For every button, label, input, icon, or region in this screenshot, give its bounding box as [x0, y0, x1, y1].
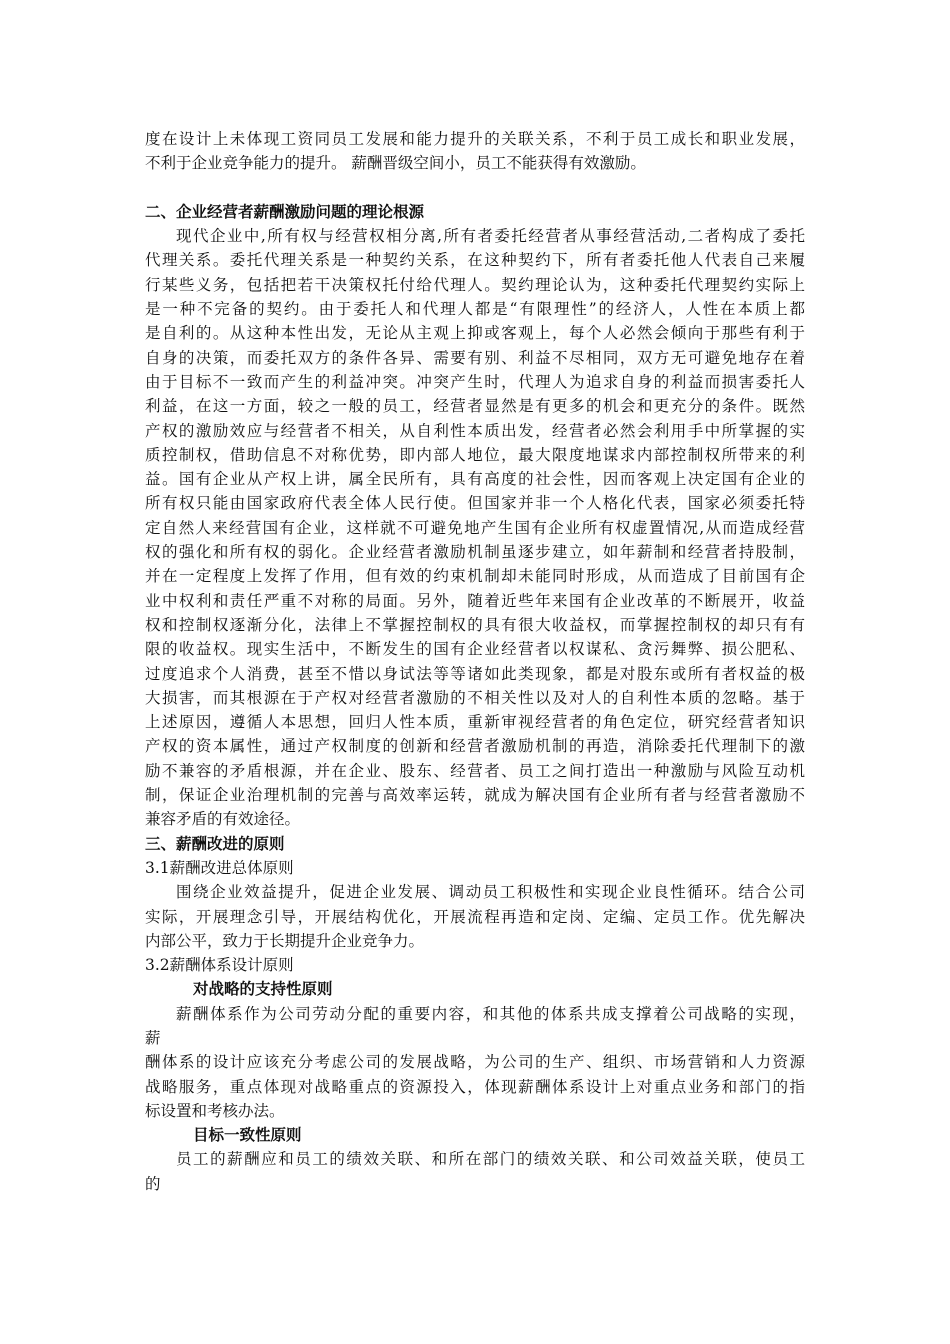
subsection-heading-3-2: 3.2薪酬体系设计原则 [145, 956, 294, 975]
body-line: 代理关系。委托代理关系是一种契约关系，在这种契约下，所有者委托他人代表自己来履 [145, 251, 805, 270]
body-line: 励不兼容的矛盾根源，并在企业、股东、经营者、员工之间打造出一种激励与风险互动机 [145, 761, 805, 780]
document-body [145, 127, 805, 1196]
body-line: 围绕企业效益提升，促进企业发展、调动员工积极性和实现企业良性循环。结合公司 [176, 883, 805, 902]
body-line: 益。国有企业从产权上讲，属全民所有，具有高度的社会性，因而客观上决定国有企业的 [145, 470, 805, 489]
principle-goal-consistency-paragraph [145, 1147, 805, 1196]
body-line: 质控制权，借助信息不对称优势，即内部人地位，最大限度地谋求内部控制权所带来的利 [145, 445, 805, 464]
body-line: 制，保证企业治理机制的完善与高效率运转，就成为解决国有企业所有者与经营者激励不 [145, 786, 805, 805]
body-line: 标设置和考核办法。 [145, 1101, 285, 1120]
body-line: 并在一定程度上发挥了作用，但有效的约束机制却未能同时形成，从而造成了目前国有企 [145, 567, 805, 586]
body-line: 内部公平，致力于长期提升企业竞争力。 [145, 931, 425, 950]
body-line: 员工的薪酬应和员工的绩效关联、和所在部门的绩效关联、和公司效益关联，使员工 [176, 1150, 805, 1169]
body-line: 利益，在这一方面，较之一般的员工，经营者显然是有更多的机会和更充分的条件。既然 [145, 397, 805, 416]
section-heading-2: 二、企业经营者薪酬激励问题的理论根源 [145, 201, 425, 221]
body-line: 上述原因，遵循人本思想，回归人性本质，重新审视经营者的角色定位，研究经营者知识 [145, 713, 805, 732]
body-line: 薪酬体系作为公司劳动分配的重要内容，和其他的体系共成支撑着公司战略的实现， [176, 1004, 805, 1023]
body-line: 的 [145, 1174, 161, 1193]
body-line: 产权的资本属性，通过产权制度的创新和经营者激励机制的再造，消除委托代理制下的激 [145, 737, 805, 756]
body-line: 业中权利和责任严重不对称的局面。另外，随着近些年来国有企业改革的不断展开，收益 [145, 591, 805, 610]
body-line: 行某些义务，包括把若干决策权托付给代理人。契约理论认为，这种委托代理契约实际上 [145, 275, 805, 294]
body-line: 实际，开展理念引导，开展结构优化，开展流程再造和定岗、定编、定员工作。优先解决 [145, 907, 805, 926]
body-line: 自身的决策，而委托双方的条件各异、需要有别、利益不尽相同，双方无可避免地存在着 [145, 348, 805, 367]
body-line: 薪 [145, 1028, 161, 1047]
section2-paragraph [145, 224, 805, 831]
body-line: 由于目标不一致而产生的利益冲突。冲突产生时，代理人为追求自身的利益而损害委托人 [145, 372, 805, 391]
body-line: 大损害，而其根源在于产权对经营者激励的不相关性以及对人的自利性本质的忽略。基于 [145, 688, 805, 707]
subsection-3-1-paragraph [145, 880, 805, 953]
principle-title-goal-consistency: 目标一致性原则 [193, 1125, 302, 1145]
section-heading-3: 三、薪酬改进的原则 [145, 833, 285, 853]
body-line: 过度追求个人消费，甚至不惜以身试法等等诸如此类现象，都是对股东或所有者权益的极 [145, 664, 805, 683]
body-line: 不利于企业竞争能力的提升。 薪酬晋级空间小，员工不能获得有效激励。 [145, 154, 646, 173]
principle-strategy-paragraph [145, 1002, 805, 1123]
body-line: 是自利的。从这种本性出发，无论从主观上抑或客观上，每个人必然会倾向于那些有利于 [145, 324, 805, 343]
body-line: 权和控制权逐渐分化，法律上不掌握控制权的具有很大收益权，而掌握控制权的却只有有 [145, 615, 805, 634]
body-line: 兼容矛盾的有效途径。 [145, 810, 301, 829]
body-line: 酬体系的设计应该充分考虑公司的发展战略，为公司的生产、组织、市场营销和人力资源 [145, 1053, 805, 1072]
body-line: 是一种不完备的契约。由于委托人和代理人都是“有限理性”的经济人，人性在本质上都 [145, 300, 805, 319]
body-line: 产权的激励效应与经营者不相关，从自利性本质出发，经营者必然会利用手中所掌握的实 [145, 421, 805, 440]
body-line: 权的强化和所有权的弱化。企业经营者激励机制虽逐步建立，如年薪制和经营者持股制， [145, 543, 805, 562]
body-line: 限的收益权。现实生活中，不断发生的国有企业经营者以权谋私、贪污舞弊、损公肥私、 [145, 640, 805, 659]
subsection-heading-3-1: 3.1薪酬改进总体原则 [145, 858, 294, 877]
body-line: 战略服务，重点体现对战略重点的资源投入，体现薪酬体系设计上对重点业务和部门的指 [145, 1077, 805, 1096]
body-line: 度在设计上未体现工资同员工发展和能力提升的关联关系，不利于员工成长和职业发展， [145, 130, 805, 148]
body-line: 现代企业中,所有权与经营权相分离,所有者委托经营者从事经营活动,二者构成了委托 [176, 227, 805, 246]
paragraph-gap [145, 176, 805, 200]
principle-title-strategy: 对战略的支持性原则 [193, 979, 333, 999]
body-line: 定自然人来经营国有企业，这样就不可避免地产生国有企业所有权虚置情况,从而造成经营 [145, 518, 805, 537]
body-line: 所有权只能由国家政府代表全体人民行使。但国家并非一个人格化代表，国家必须委托特 [145, 494, 805, 513]
